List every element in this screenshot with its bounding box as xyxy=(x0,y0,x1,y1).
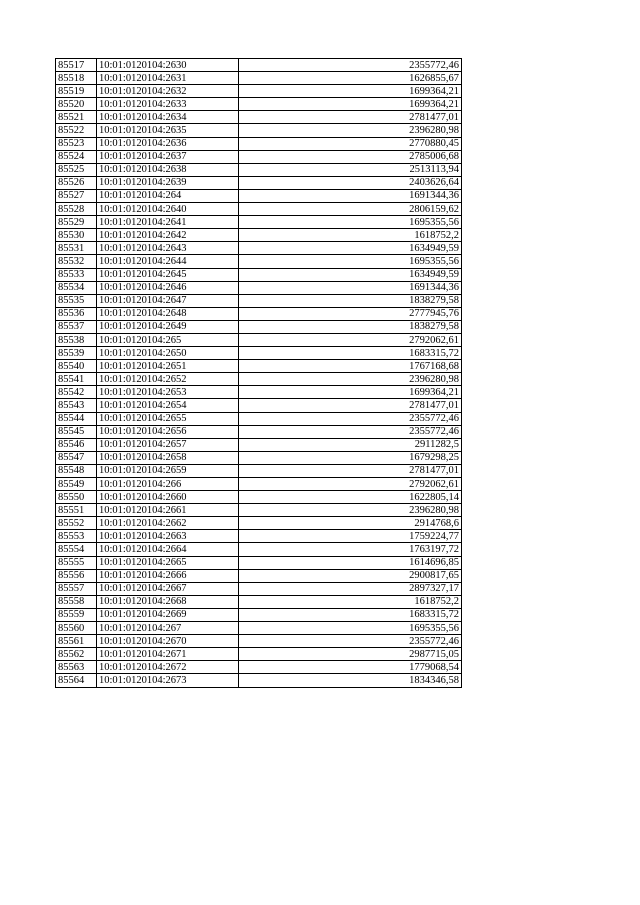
row-id-cell: 85554 xyxy=(56,543,97,556)
cadastral-number-cell: 10:01:0120104:2655 xyxy=(97,412,239,425)
row-id-cell: 85542 xyxy=(56,386,97,399)
cadastral-number-cell: 10:01:0120104:2657 xyxy=(97,438,239,451)
row-id-cell: 85553 xyxy=(56,530,97,543)
row-id-cell: 85533 xyxy=(56,268,97,281)
cadastral-number-cell: 10:01:0120104:2648 xyxy=(97,307,239,320)
value-cell: 2396280,98 xyxy=(239,504,462,517)
cadastral-number-cell: 10:01:0120104:2673 xyxy=(97,674,239,687)
value-cell: 1763197,72 xyxy=(239,543,462,556)
cadastral-number-cell: 10:01:0120104:2670 xyxy=(97,635,239,648)
row-id-cell: 85534 xyxy=(56,281,97,294)
table-row xyxy=(56,464,462,477)
row-id-cell: 85521 xyxy=(56,111,97,124)
value-cell: 2770880,45 xyxy=(239,137,462,150)
value-cell: 2781477,01 xyxy=(239,111,462,124)
cadastral-number-cell: 10:01:0120104:2667 xyxy=(97,582,239,595)
value-cell: 1683315,72 xyxy=(239,608,462,621)
value-cell: 1691344,36 xyxy=(239,189,462,202)
row-id-cell: 85532 xyxy=(56,255,97,268)
cadastral-number-cell: 10:01:0120104:2656 xyxy=(97,425,239,438)
value-cell: 2355772,46 xyxy=(239,59,462,72)
row-id-cell: 85551 xyxy=(56,504,97,517)
cadastral-number-cell: 10:01:0120104:2646 xyxy=(97,281,239,294)
row-id-cell: 85519 xyxy=(56,85,97,98)
value-cell: 2785006,68 xyxy=(239,150,462,163)
value-cell: 1634949,59 xyxy=(239,268,462,281)
cadastral-number-cell: 10:01:0120104:2660 xyxy=(97,491,239,504)
row-id-cell: 85526 xyxy=(56,176,97,189)
table-row xyxy=(56,399,462,412)
table-row xyxy=(56,582,462,595)
table-row xyxy=(56,111,462,124)
table-row xyxy=(56,438,462,451)
cadastral-number-cell: 10:01:0120104:2668 xyxy=(97,595,239,608)
row-id-cell: 85545 xyxy=(56,425,97,438)
value-cell: 1695355,56 xyxy=(239,216,462,229)
row-id-cell: 85549 xyxy=(56,478,97,491)
cadastral-number-cell: 10:01:0120104:267 xyxy=(97,622,239,635)
data-table xyxy=(55,58,462,688)
row-id-cell: 85547 xyxy=(56,451,97,464)
value-cell: 1699364,21 xyxy=(239,386,462,399)
table-row xyxy=(56,59,462,72)
cadastral-number-cell: 10:01:0120104:2634 xyxy=(97,111,239,124)
row-id-cell: 85538 xyxy=(56,333,97,346)
value-cell: 1767168,68 xyxy=(239,360,462,373)
value-cell: 1699364,21 xyxy=(239,98,462,111)
value-cell: 2806159,62 xyxy=(239,203,462,216)
value-cell: 1838279,58 xyxy=(239,294,462,307)
row-id-cell: 85517 xyxy=(56,59,97,72)
table-row xyxy=(56,307,462,320)
cadastral-number-cell: 10:01:0120104:2665 xyxy=(97,556,239,569)
value-cell: 2900817,65 xyxy=(239,569,462,582)
value-cell: 2355772,46 xyxy=(239,425,462,438)
row-id-cell: 85527 xyxy=(56,189,97,202)
cadastral-number-cell: 10:01:0120104:2664 xyxy=(97,543,239,556)
row-id-cell: 85520 xyxy=(56,98,97,111)
row-id-cell: 85562 xyxy=(56,648,97,661)
table-row xyxy=(56,189,462,202)
cadastral-number-cell: 10:01:0120104:2651 xyxy=(97,360,239,373)
table-row xyxy=(56,98,462,111)
value-cell: 1779068,54 xyxy=(239,661,462,674)
table-row xyxy=(56,451,462,464)
value-cell: 2513113,94 xyxy=(239,163,462,176)
row-id-cell: 85564 xyxy=(56,674,97,687)
cadastral-number-cell: 10:01:0120104:2654 xyxy=(97,399,239,412)
cadastral-number-cell: 10:01:0120104:2636 xyxy=(97,137,239,150)
value-cell: 1622805,14 xyxy=(239,491,462,504)
cadastral-number-cell: 10:01:0120104:2650 xyxy=(97,347,239,360)
table-row xyxy=(56,268,462,281)
row-id-cell: 85560 xyxy=(56,622,97,635)
table-row xyxy=(56,504,462,517)
value-cell: 2792062,61 xyxy=(239,478,462,491)
row-id-cell: 85537 xyxy=(56,320,97,333)
value-cell: 1683315,72 xyxy=(239,347,462,360)
value-cell: 1699364,21 xyxy=(239,85,462,98)
table-row xyxy=(56,517,462,530)
value-cell: 2914768,6 xyxy=(239,517,462,530)
table-row xyxy=(56,85,462,98)
table-row xyxy=(56,543,462,556)
cadastral-number-cell: 10:01:0120104:2643 xyxy=(97,242,239,255)
table-row xyxy=(56,622,462,635)
row-id-cell: 85529 xyxy=(56,216,97,229)
row-id-cell: 85539 xyxy=(56,347,97,360)
table-row xyxy=(56,360,462,373)
row-id-cell: 85518 xyxy=(56,72,97,85)
cadastral-number-cell: 10:01:0120104:2652 xyxy=(97,373,239,386)
value-cell: 2355772,46 xyxy=(239,635,462,648)
cadastral-number-cell: 10:01:0120104:2631 xyxy=(97,72,239,85)
cadastral-number-cell: 10:01:0120104:2666 xyxy=(97,569,239,582)
value-cell: 1626855,67 xyxy=(239,72,462,85)
cadastral-number-cell: 10:01:0120104:2661 xyxy=(97,504,239,517)
cadastral-number-cell: 10:01:0120104:2638 xyxy=(97,163,239,176)
table-row xyxy=(56,373,462,386)
cadastral-number-cell: 10:01:0120104:264 xyxy=(97,189,239,202)
cadastral-number-cell: 10:01:0120104:2642 xyxy=(97,229,239,242)
table-row xyxy=(56,412,462,425)
row-id-cell: 85563 xyxy=(56,661,97,674)
cadastral-number-cell: 10:01:0120104:2671 xyxy=(97,648,239,661)
cadastral-number-cell: 10:01:0120104:2663 xyxy=(97,530,239,543)
value-cell: 1695355,56 xyxy=(239,255,462,268)
row-id-cell: 85543 xyxy=(56,399,97,412)
row-id-cell: 85530 xyxy=(56,229,97,242)
row-id-cell: 85525 xyxy=(56,163,97,176)
cadastral-number-cell: 10:01:0120104:265 xyxy=(97,333,239,346)
value-cell: 2777945,76 xyxy=(239,307,462,320)
cadastral-number-cell: 10:01:0120104:2635 xyxy=(97,124,239,137)
table-row xyxy=(56,478,462,491)
value-cell: 1618752,2 xyxy=(239,595,462,608)
cadastral-number-cell: 10:01:0120104:2658 xyxy=(97,451,239,464)
row-id-cell: 85555 xyxy=(56,556,97,569)
value-cell: 1759224,77 xyxy=(239,530,462,543)
row-id-cell: 85558 xyxy=(56,595,97,608)
table-row xyxy=(56,137,462,150)
value-cell: 2781477,01 xyxy=(239,464,462,477)
table-row xyxy=(56,661,462,674)
table-row xyxy=(56,333,462,346)
value-cell: 1614696,85 xyxy=(239,556,462,569)
table-row xyxy=(56,72,462,85)
cadastral-number-cell: 10:01:0120104:2641 xyxy=(97,216,239,229)
row-id-cell: 85541 xyxy=(56,373,97,386)
row-id-cell: 85544 xyxy=(56,412,97,425)
table-row xyxy=(56,608,462,621)
row-id-cell: 85548 xyxy=(56,464,97,477)
table-row xyxy=(56,648,462,661)
row-id-cell: 85550 xyxy=(56,491,97,504)
value-cell: 2403626,64 xyxy=(239,176,462,189)
table-row xyxy=(56,242,462,255)
table-row xyxy=(56,530,462,543)
cadastral-number-cell: 10:01:0120104:2630 xyxy=(97,59,239,72)
cadastral-number-cell: 10:01:0120104:2659 xyxy=(97,464,239,477)
row-id-cell: 85535 xyxy=(56,294,97,307)
row-id-cell: 85552 xyxy=(56,517,97,530)
cadastral-number-cell: 10:01:0120104:2632 xyxy=(97,85,239,98)
row-id-cell: 85546 xyxy=(56,438,97,451)
table-row xyxy=(56,150,462,163)
table-row xyxy=(56,569,462,582)
table-row xyxy=(56,163,462,176)
row-id-cell: 85561 xyxy=(56,635,97,648)
value-cell: 2396280,98 xyxy=(239,373,462,386)
cadastral-number-cell: 10:01:0120104:2637 xyxy=(97,150,239,163)
value-cell: 1695355,56 xyxy=(239,622,462,635)
value-cell: 1691344,36 xyxy=(239,281,462,294)
cadastral-number-cell: 10:01:0120104:2645 xyxy=(97,268,239,281)
table-row xyxy=(56,176,462,189)
cadastral-number-cell: 10:01:0120104:2649 xyxy=(97,320,239,333)
table-row xyxy=(56,425,462,438)
row-id-cell: 85523 xyxy=(56,137,97,150)
cadastral-number-cell: 10:01:0120104:266 xyxy=(97,478,239,491)
table-row xyxy=(56,347,462,360)
table-row xyxy=(56,635,462,648)
table-body xyxy=(56,59,462,688)
value-cell: 1618752,2 xyxy=(239,229,462,242)
value-cell: 2987715,05 xyxy=(239,648,462,661)
table-row xyxy=(56,124,462,137)
cadastral-number-cell: 10:01:0120104:2633 xyxy=(97,98,239,111)
table-row xyxy=(56,294,462,307)
row-id-cell: 85559 xyxy=(56,608,97,621)
table-row xyxy=(56,255,462,268)
table-row xyxy=(56,386,462,399)
row-id-cell: 85536 xyxy=(56,307,97,320)
value-cell: 2911282,5 xyxy=(239,438,462,451)
value-cell: 2396280,98 xyxy=(239,124,462,137)
value-cell: 2792062,61 xyxy=(239,333,462,346)
row-id-cell: 85556 xyxy=(56,569,97,582)
cadastral-number-cell: 10:01:0120104:2662 xyxy=(97,517,239,530)
table-row xyxy=(56,595,462,608)
value-cell: 2355772,46 xyxy=(239,412,462,425)
table-row xyxy=(56,320,462,333)
cadastral-number-cell: 10:01:0120104:2647 xyxy=(97,294,239,307)
row-id-cell: 85540 xyxy=(56,360,97,373)
cadastral-number-cell: 10:01:0120104:2672 xyxy=(97,661,239,674)
cadastral-number-cell: 10:01:0120104:2644 xyxy=(97,255,239,268)
table-row xyxy=(56,203,462,216)
value-cell: 1634949,59 xyxy=(239,242,462,255)
table-row xyxy=(56,281,462,294)
row-id-cell: 85522 xyxy=(56,124,97,137)
cadastral-number-cell: 10:01:0120104:2669 xyxy=(97,608,239,621)
row-id-cell: 85557 xyxy=(56,582,97,595)
value-cell: 2781477,01 xyxy=(239,399,462,412)
table-row xyxy=(56,674,462,687)
cadastral-number-cell: 10:01:0120104:2653 xyxy=(97,386,239,399)
table-row xyxy=(56,556,462,569)
table-row xyxy=(56,229,462,242)
row-id-cell: 85531 xyxy=(56,242,97,255)
value-cell: 1838279,58 xyxy=(239,320,462,333)
cadastral-number-cell: 10:01:0120104:2640 xyxy=(97,203,239,216)
row-id-cell: 85528 xyxy=(56,203,97,216)
row-id-cell: 85524 xyxy=(56,150,97,163)
value-cell: 2897327,17 xyxy=(239,582,462,595)
table-row xyxy=(56,216,462,229)
table-row xyxy=(56,491,462,504)
value-cell: 1679298,25 xyxy=(239,451,462,464)
value-cell: 1834346,58 xyxy=(239,674,462,687)
cadastral-number-cell: 10:01:0120104:2639 xyxy=(97,176,239,189)
